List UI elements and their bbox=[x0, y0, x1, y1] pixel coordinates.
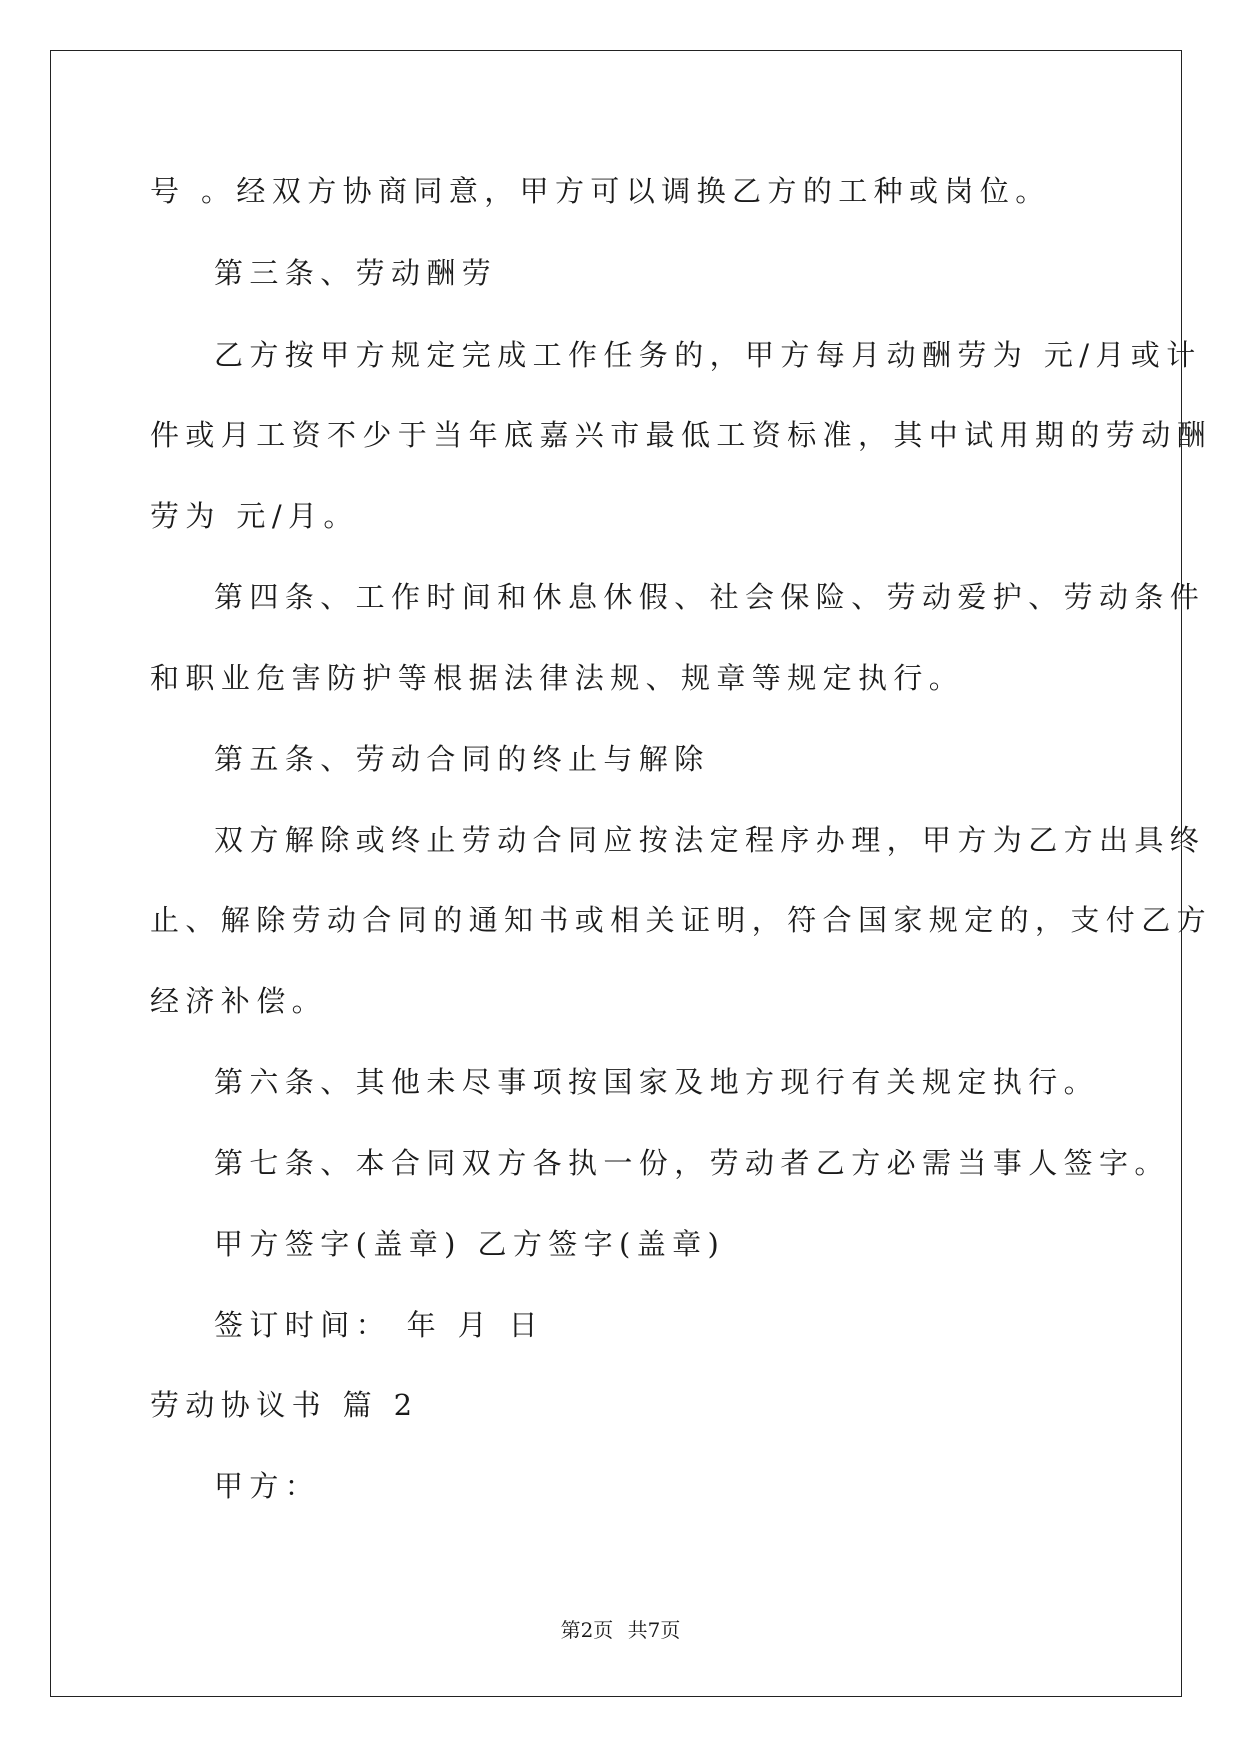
signature-line: 甲方签字(盖章) 乙方签字(盖章) bbox=[214, 1227, 726, 1261]
text-line: 双方解除或终止劳动合同应按法定程序办理，甲方为乙方出具终 bbox=[214, 823, 1206, 857]
text-line: 经济补偿。 bbox=[150, 984, 328, 1018]
section-heading: 第六条、其他未尽事项按国家及地方现行有关规定执行。 bbox=[214, 1065, 1100, 1099]
section-heading: 第四条、工作时间和休息休假、社会保险、劳动爱护、劳动条件 bbox=[214, 580, 1206, 614]
page-total: 共7页 bbox=[627, 1618, 681, 1642]
section-heading: 第三条、劳动酬劳 bbox=[214, 256, 498, 290]
text-line: 和职业危害防护等根据法律法规、规章等规定执行。 bbox=[150, 661, 965, 695]
text-line: 号 。经双方协商同意，甲方可以调换乙方的工种或岗位。 bbox=[150, 174, 1051, 208]
text-line: 劳为 元/月。 bbox=[150, 499, 359, 533]
page-footer bbox=[0, 1616, 1241, 1644]
date-line: 签订时间： 年 月 日 bbox=[214, 1308, 545, 1342]
section-heading: 第七条、本合同双方各执一份，劳动者乙方必需当事人签字。 bbox=[214, 1146, 1170, 1180]
page-border bbox=[50, 50, 1182, 1697]
text-line: 止、解除劳动合同的通知书或相关证明，符合国家规定的，支付乙方 bbox=[150, 903, 1213, 937]
section-heading: 第五条、劳动合同的终止与解除 bbox=[214, 742, 710, 776]
document-title: 劳动协议书 篇 2 bbox=[150, 1388, 419, 1422]
page-number: 第2页 bbox=[560, 1618, 614, 1642]
text-line: 乙方按甲方规定完成工作任务的，甲方每月动酬劳为 元/月或计 bbox=[214, 338, 1202, 372]
text-line: 件或月工资不少于当年底嘉兴市最低工资标准，其中试用期的劳动酬 bbox=[150, 418, 1213, 452]
party-a-label: 甲方： bbox=[214, 1469, 321, 1503]
